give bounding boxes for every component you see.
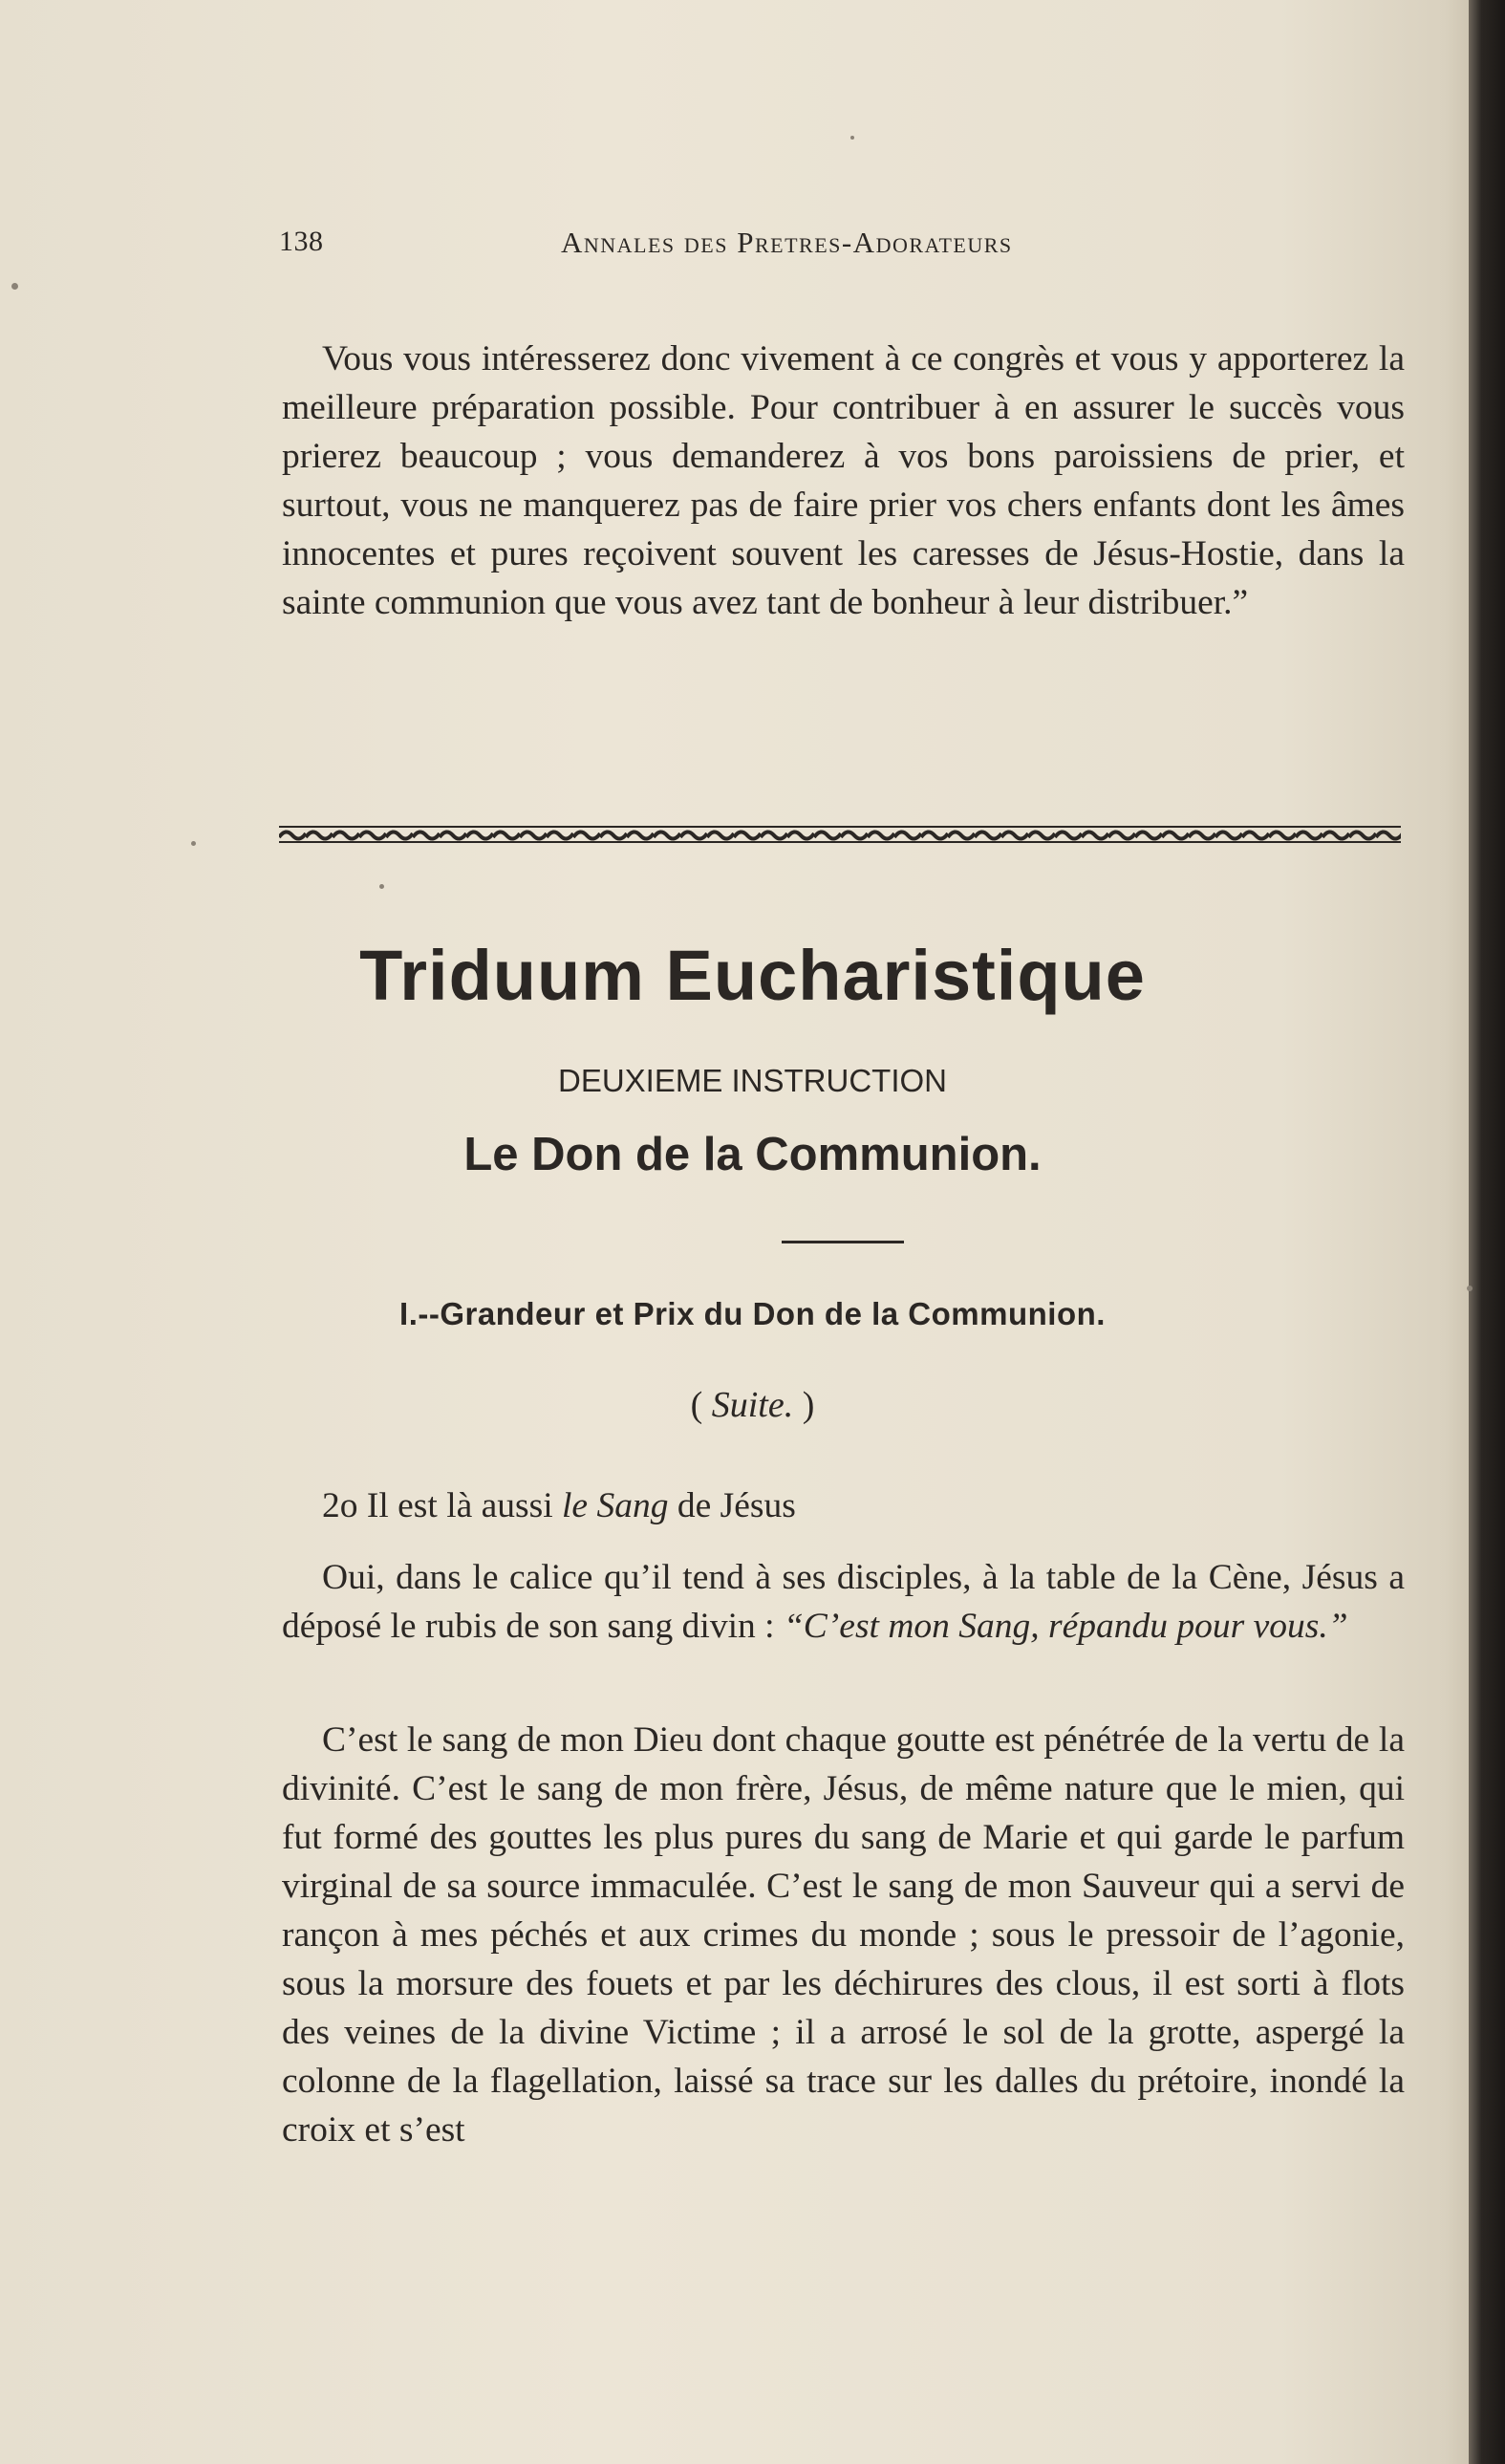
- paper-speck: [1467, 1286, 1473, 1291]
- point-suffix: de Jésus: [668, 1486, 796, 1525]
- page-number: 138: [279, 226, 324, 257]
- paragraph-cup: [282, 1553, 1405, 1651]
- paragraph-cup-quote: “C’est mon Sang, répandu pour vous.”: [783, 1607, 1348, 1646]
- paragraph-blood: C’est le sang de mon Dieu dont chaque goutte est pénétrée de la vertu de la divinité. C’est le sang de mon frère, Jésus, de même nature que le mien, qui fut formé des gouttes les plus pures du sang de Marie et qui garde le parfum virginal de sa source immaculée. C’est le sang de mon Sauveur qui a servi de rançon à mes péchés et aux crimes du monde ; sous le pressoir de l’agonie, sous la morsure des fouets et par les déchirures des clous, il est sorti à flots des veines de la divine Victime ; il a arrosé le sol de la grotte, aspergé la colonne de la flagellation, laissé sa trace sur les dalles du prétoire, inondé la croix et s’est: [282, 1720, 1405, 2150]
- article-subtitle: Le Don de la Communion.: [463, 1129, 1042, 1180]
- article-title: Triduum Eucharistique: [359, 936, 1146, 1015]
- point-emphasis: le Sang: [562, 1486, 669, 1525]
- paragraph-cup-text: Oui, dans le calice qu’il tend à ses disciples, à la table de la Cène, Jésus a déposé le rubis de son sang divin :: [282, 1558, 1405, 1646]
- continued-note: ( Suite. ): [690, 1385, 815, 1425]
- intro-paragraph: Vous vous intéresserez donc vivement à ce congrès et vous y apporterez la meilleure préparation possible. Pour contribuer à en assurer le succès vous prierez beaucoup ; vous demanderez à vos bons paroissiens de prier, et surtout, vous ne manquerez pas de faire prier vos chers enfants dont les âmes innocentes et pures reçoivent souvent les caresses de Jésus-Hostie, dans la sainte communion que vous avez tant de bonheur à leur distribuer.”: [282, 339, 1405, 622]
- paper-speck: [191, 841, 196, 846]
- book-binding-edge: [1469, 0, 1505, 2464]
- paper-speck: [11, 283, 18, 290]
- point-prefix: 2o Il est là aussi: [322, 1486, 563, 1525]
- paper-speck: [379, 884, 384, 889]
- continued-label: Suite.: [711, 1385, 794, 1425]
- point-heading: [322, 1481, 1373, 1530]
- short-divider: [782, 1241, 904, 1243]
- running-title: Annales des Pretres-Adorateurs: [561, 226, 1013, 259]
- decorative-rule: [279, 824, 1401, 845]
- instruction-label: DEUXIEME INSTRUCTION: [557, 1063, 948, 1098]
- paper-speck: [850, 136, 854, 140]
- section-heading: I.--Grandeur et Prix du Don de la Communion.: [399, 1296, 1106, 1331]
